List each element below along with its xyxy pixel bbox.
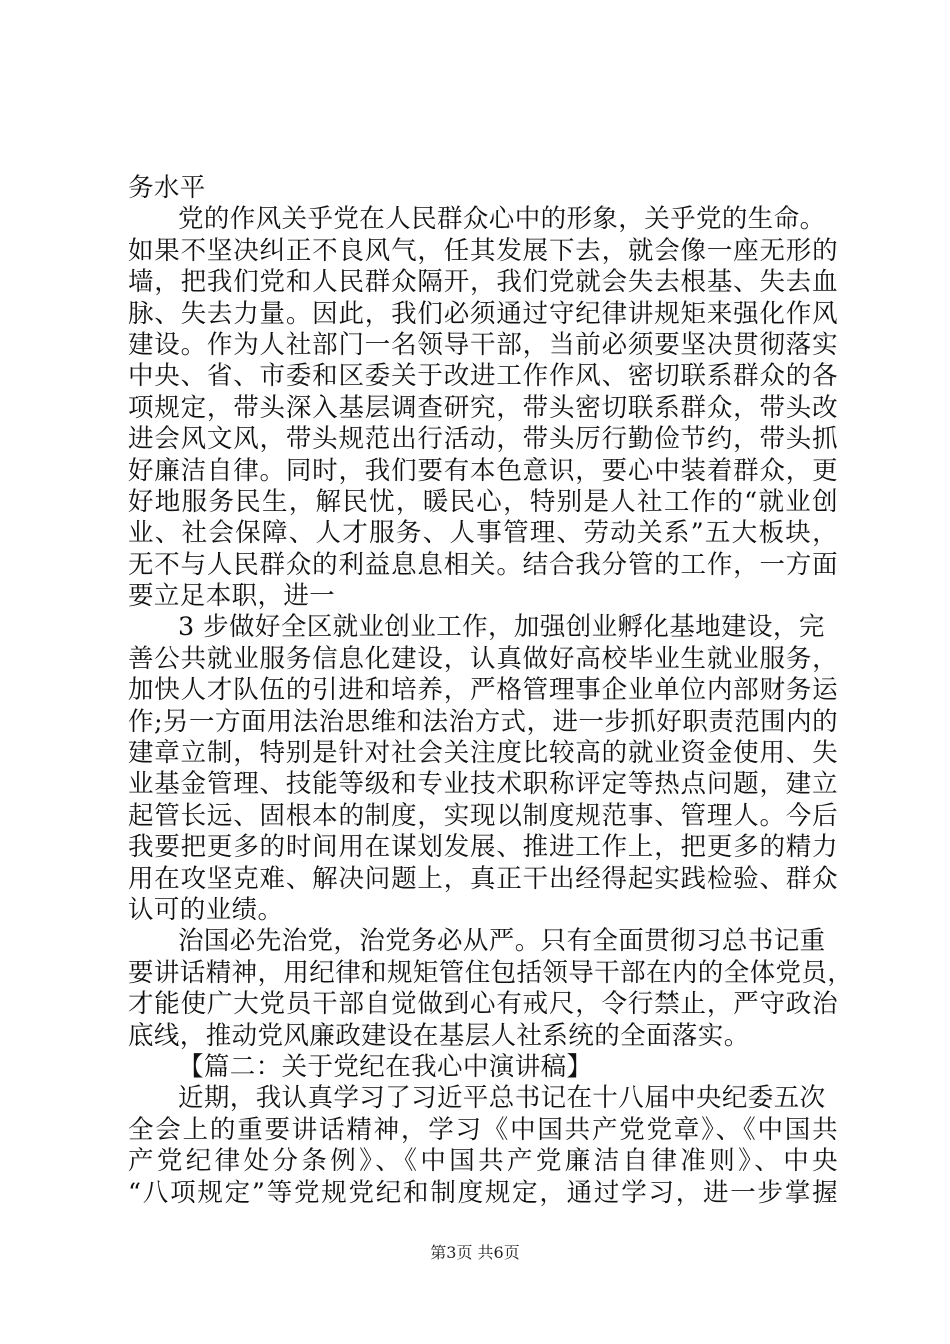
section-heading: 【篇二：关于党纪在我心中演讲稿】: [178, 1051, 593, 1082]
text-line: 要立足本职，进一: [128, 581, 336, 612]
text-line: 治国必先治党，治党务必从严。只有全面贯彻习总书记重: [178, 926, 826, 957]
text-line: 好地服务民生，解民忧，暖民心，特别是人社工作的“就业创: [128, 486, 838, 517]
text-line: 如果不坚决纠正不良风气，任其发展下去，就会像一座无形的: [128, 235, 838, 266]
text-line: 用在攻坚克难、解决问题上，真正干出经得起实践检验、群众: [128, 863, 838, 894]
text-line: 党的作风关乎党在人民群众心中的形象，关乎党的生命。: [178, 204, 826, 235]
text-line: 好廉洁自律。同时，我们要有本色意识，要心中装着群众，更: [128, 455, 838, 486]
text-line: “八项规定”等党规党纪和制度规定，通过学习，进一步掌握: [128, 1177, 838, 1208]
text-line: 建章立制，特别是针对社会关注度比较高的就业资金使用、失: [128, 738, 838, 769]
text-line: 建设。作为人社部门一名领导干部，当前必须要坚决贯彻落实: [128, 329, 838, 360]
text-line: 脉、失去力量。因此，我们必须通过守纪律讲规矩来强化作风: [128, 298, 838, 329]
text-line: 认可的业绩。: [128, 894, 284, 925]
text-line: 业、社会保障、人才服务、人事管理、劳动关系”五大板块，: [128, 518, 838, 549]
text-line: 墙，把我们党和人民群众隔开，我们党就会失去根基、失去血: [128, 267, 838, 298]
text-line: 近期，我认真学习了习近平总书记在十八届中央纪委五次: [178, 1083, 826, 1114]
text-line: 中央、省、市委和区委关于改进工作作风、密切联系群众的各: [128, 361, 838, 392]
document-body: [128, 173, 854, 1209]
text-line: 作;另一方面用法治思维和法治方式，进一步抓好职责范围内的: [128, 706, 838, 737]
text-line: 我要把更多的时间用在谋划发展、推进工作上，把更多的精力: [128, 832, 838, 863]
text-line: 产党纪律处分条例》、《中国共产党廉洁自律准则》、中央: [128, 1146, 838, 1177]
text-line: 无不与人民群众的利益息息相关。结合我分管的工作，一方面: [128, 549, 838, 580]
page-footer: 第3页 共6页: [430, 1243, 520, 1262]
text-line: 全会上的重要讲话精神，学习《中国共产党党章》、《中国共: [128, 1114, 838, 1145]
text-line: 务水平: [128, 173, 206, 203]
text-line: 项规定，带头深入基层调查研究，带头密切联系群众，带头改: [128, 392, 838, 423]
text-line: 善公共就业服务信息化建设，认真做好高校毕业生就业服务，: [128, 643, 838, 674]
text-line: 要讲话精神，用纪律和规矩管住包括领导干部在内的全体党员，: [128, 957, 854, 988]
text-line: 才能使广大党员干部自觉做到心有戒尺，令行禁止，严守政治: [128, 989, 838, 1020]
text-line: 业基金管理、技能等级和专业技术职称评定等热点问题，建立: [128, 769, 838, 800]
text-line: 进会风文风，带头规范出行活动，带头厉行勤俭节约，带头抓: [128, 424, 838, 455]
text-line: 底线，推动党风廉政建设在基层人社系统的全面落实。: [128, 1020, 750, 1051]
text-line: 起管长远、固根本的制度，实现以制度规范事、管理人。今后: [128, 800, 838, 831]
text-line: 加快人才队伍的引进和培养，严格管理事企业单位内部财务运: [128, 675, 838, 706]
text-line: 3 步做好全区就业创业工作，加强创业孵化基地建设，完: [178, 612, 825, 643]
